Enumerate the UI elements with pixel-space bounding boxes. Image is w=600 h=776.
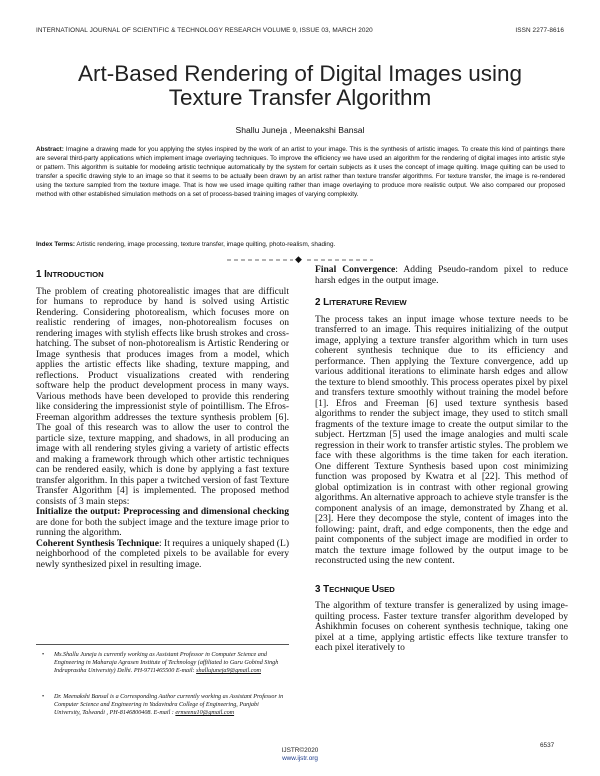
intro-step-3: Final Convergence: Adding Pseudo-random pixel to reduce harsh edges in the output image. — [315, 264, 568, 286]
footnote-2: • Dr. Meenakshi Bansal is a Corresponding Author currently working as Assistant Professor in Computer Science and Engineering in Yadavindra College of Engineering, Punjabi University, Talwandi , PH-8146800408. E-mail : ermeenu10@gmail.com — [42, 694, 284, 717]
title-line-1: Art-Based Rendering of Digital Images using — [78, 61, 522, 86]
index-terms-text: Artistic rendering, image processing, texture transfer, image quilting, photo-realism, shading. — [75, 241, 336, 248]
journal-header: INTERNATIONAL JOURNAL OF SCIENTIFIC & TECHNOLOGY RESEARCH VOLUME 9, ISSUE 03, MARCH 2020 — [36, 27, 373, 34]
footnote-2-email[interactable]: ermeenu10@gmail.com — [175, 710, 235, 717]
bullet-icon: • — [42, 694, 45, 700]
footnote-rule — [36, 644, 289, 645]
issn: ISSN 2277-8616 — [515, 27, 564, 34]
abstract-label: Abstract: — [36, 146, 64, 153]
page-title — [40, 62, 560, 110]
intro-step-1: Initialize the output: Preprocessing and dimensional checking are done for both the subject image and the texture image prior to running the algorithm. — [36, 506, 289, 538]
abstract — [36, 145, 565, 199]
bullet-icon: • — [42, 652, 45, 658]
footnote-1: • Ms.Shallu Juneja is currently working as Assistant Professor in Computer Science and Engineering in Maharaja Agrasen Institute of Technology (affiliated to Guru Gobind Singh Indraprastha University) Delhi. PH-9711465500 E-mail: shallujuneja9@gmail.com — [42, 652, 279, 675]
section-heading-literature-review: 2 LITERATURE REVIEW — [315, 297, 407, 308]
section-heading-introduction: 1 INTRODUCTION — [36, 269, 104, 280]
divider-diamond-icon: ◆ — [295, 254, 302, 264]
intro-paragraph: The problem of creating photorealistic images that are difficult for humans to reproduce by hand is solved using Artistic Rendering. Considering photorealism, which focuses more on realistic rendering of images, non-photorealism focuses on rendering images with stylish effects like brush strokes and cross-hatching. The subset of non-photorealism is Artistic Rendering or Image synthesis that produces images from a model, which applies the artistic effects like shading, texture mapping, and reflections. Product visualizations created with rendering software help the product development process in many ways. Various methods have been developed to provide this rendering like considering the impressionist style of pointillism. The Efros-Freeman algorithm addresses the texture synthesis problem [6]. The goal of this research was to allow the user to control the particle size, texture mapping, and shadows, in all producing an image with all rendering styles giving a variety of artistic effects and making a framework through which other artistic techniques can be rendered easily, which is done by applying a fast texture transfer algorithm. In this paper a twitched version of fast Texture Transfer Algorithm [4] is implemented. The proposed method consists of 3 main steps: — [36, 285, 289, 507]
technique-paragraph: The algorithm of texture transfer is generalized by using image-quilting process. Faster texture transfer algorithm developed by Ashikhmin focuses on coherent synthesis technique, taking one pixel at a time, applying artistic effects like texture transfer to each pixel iteratively to — [315, 600, 568, 653]
footnote-1-email[interactable]: shallujuneja9@gmail.com — [196, 668, 261, 675]
review-paragraph: The process takes an input image whose texture needs to be transferred to an image. This requires initializing of the output image, applying a texture transfer algorithm which in turn uses coherent synthesis technique due to its efficiency and performance. Then applying the Texture convergence, add up various additional iterations to eliminate harsh edges and allow the texture to blend smoothly. This process operates pixel by pixel and transfers texture smoothly without training the model before [1]. Efros and Freeman [6] used texture synthesis based algorithms to render the subject image, they used to stitch small fragments of the texture image to create the output similar to the subject. Hertzman [5] used the image analogies and multi scale regression in their work to transfer artistic styles. The problem we face with these algorithms is the time taken for each iteration. One different Texture Synthesis based upon cost minimizing function was proposed by Kwatra et al [22]. This method of global optimization is in contrast with other regional growing algorithms. An alternative approach to achieve style transfer is the component analysis of an image, demonstrated by Zhang et al. [23]. Here they decompose the style, content of images into the following: paint, draft, and edge components, then the edge and paint components of the subject image are modified in order to match the texture image followed by the output image to be reconstructed using the new content. — [315, 313, 568, 566]
right-column — [315, 265, 568, 654]
footer-website-link[interactable]: www.ijstr.org — [282, 755, 318, 762]
index-terms — [36, 240, 565, 249]
footer-copyright: IJSTR©2020 — [281, 747, 319, 754]
abstract-text: Imagine a drawing made for you applying the styles inspired by the work of an artist to your image. This is the synthesis of artistic images. To create this kind of paintings there are several third-party applications which implement image overlaying techniques. To improve the efficiency we have used an algorithm for the rendering of digital images into artistic style or pattern. This algorithm is suitable for modeling artistic technique automatically by the system for certain subjects as it uses the concept of image quilting. Image quilting can be used to transfer a specific drawing style to an image so that it seems to be actually been drawn by an artist rather than texture transfer algorithms. For texture transfer, the image is re-rendered using the texture sampled from the texture image. That is how we used image quilting rather than image overlaying to produce more realistic output. We also compared our proposed method with other established simulation methods on a set of process-based training images of varying complexity. — [36, 146, 565, 199]
page-number: 6537 — [540, 742, 555, 749]
page-footer — [0, 747, 600, 763]
authors: Shallu Juneja , Meenakshi Bansal — [235, 125, 365, 135]
section-divider — [227, 256, 373, 264]
index-terms-label: Index Terms: — [36, 241, 76, 248]
intro-step-2: Coherent Synthesis Technique: It requires a uniquely shaped (L) neighborhood of the completed pixels to be available for every newly synthesized pixel in resulting image. — [36, 537, 289, 570]
title-line-2: Texture Transfer Algorithm — [168, 85, 432, 110]
section-heading-technique-used: 3 TECHNIQUE USED — [315, 583, 395, 595]
left-column — [36, 270, 289, 570]
